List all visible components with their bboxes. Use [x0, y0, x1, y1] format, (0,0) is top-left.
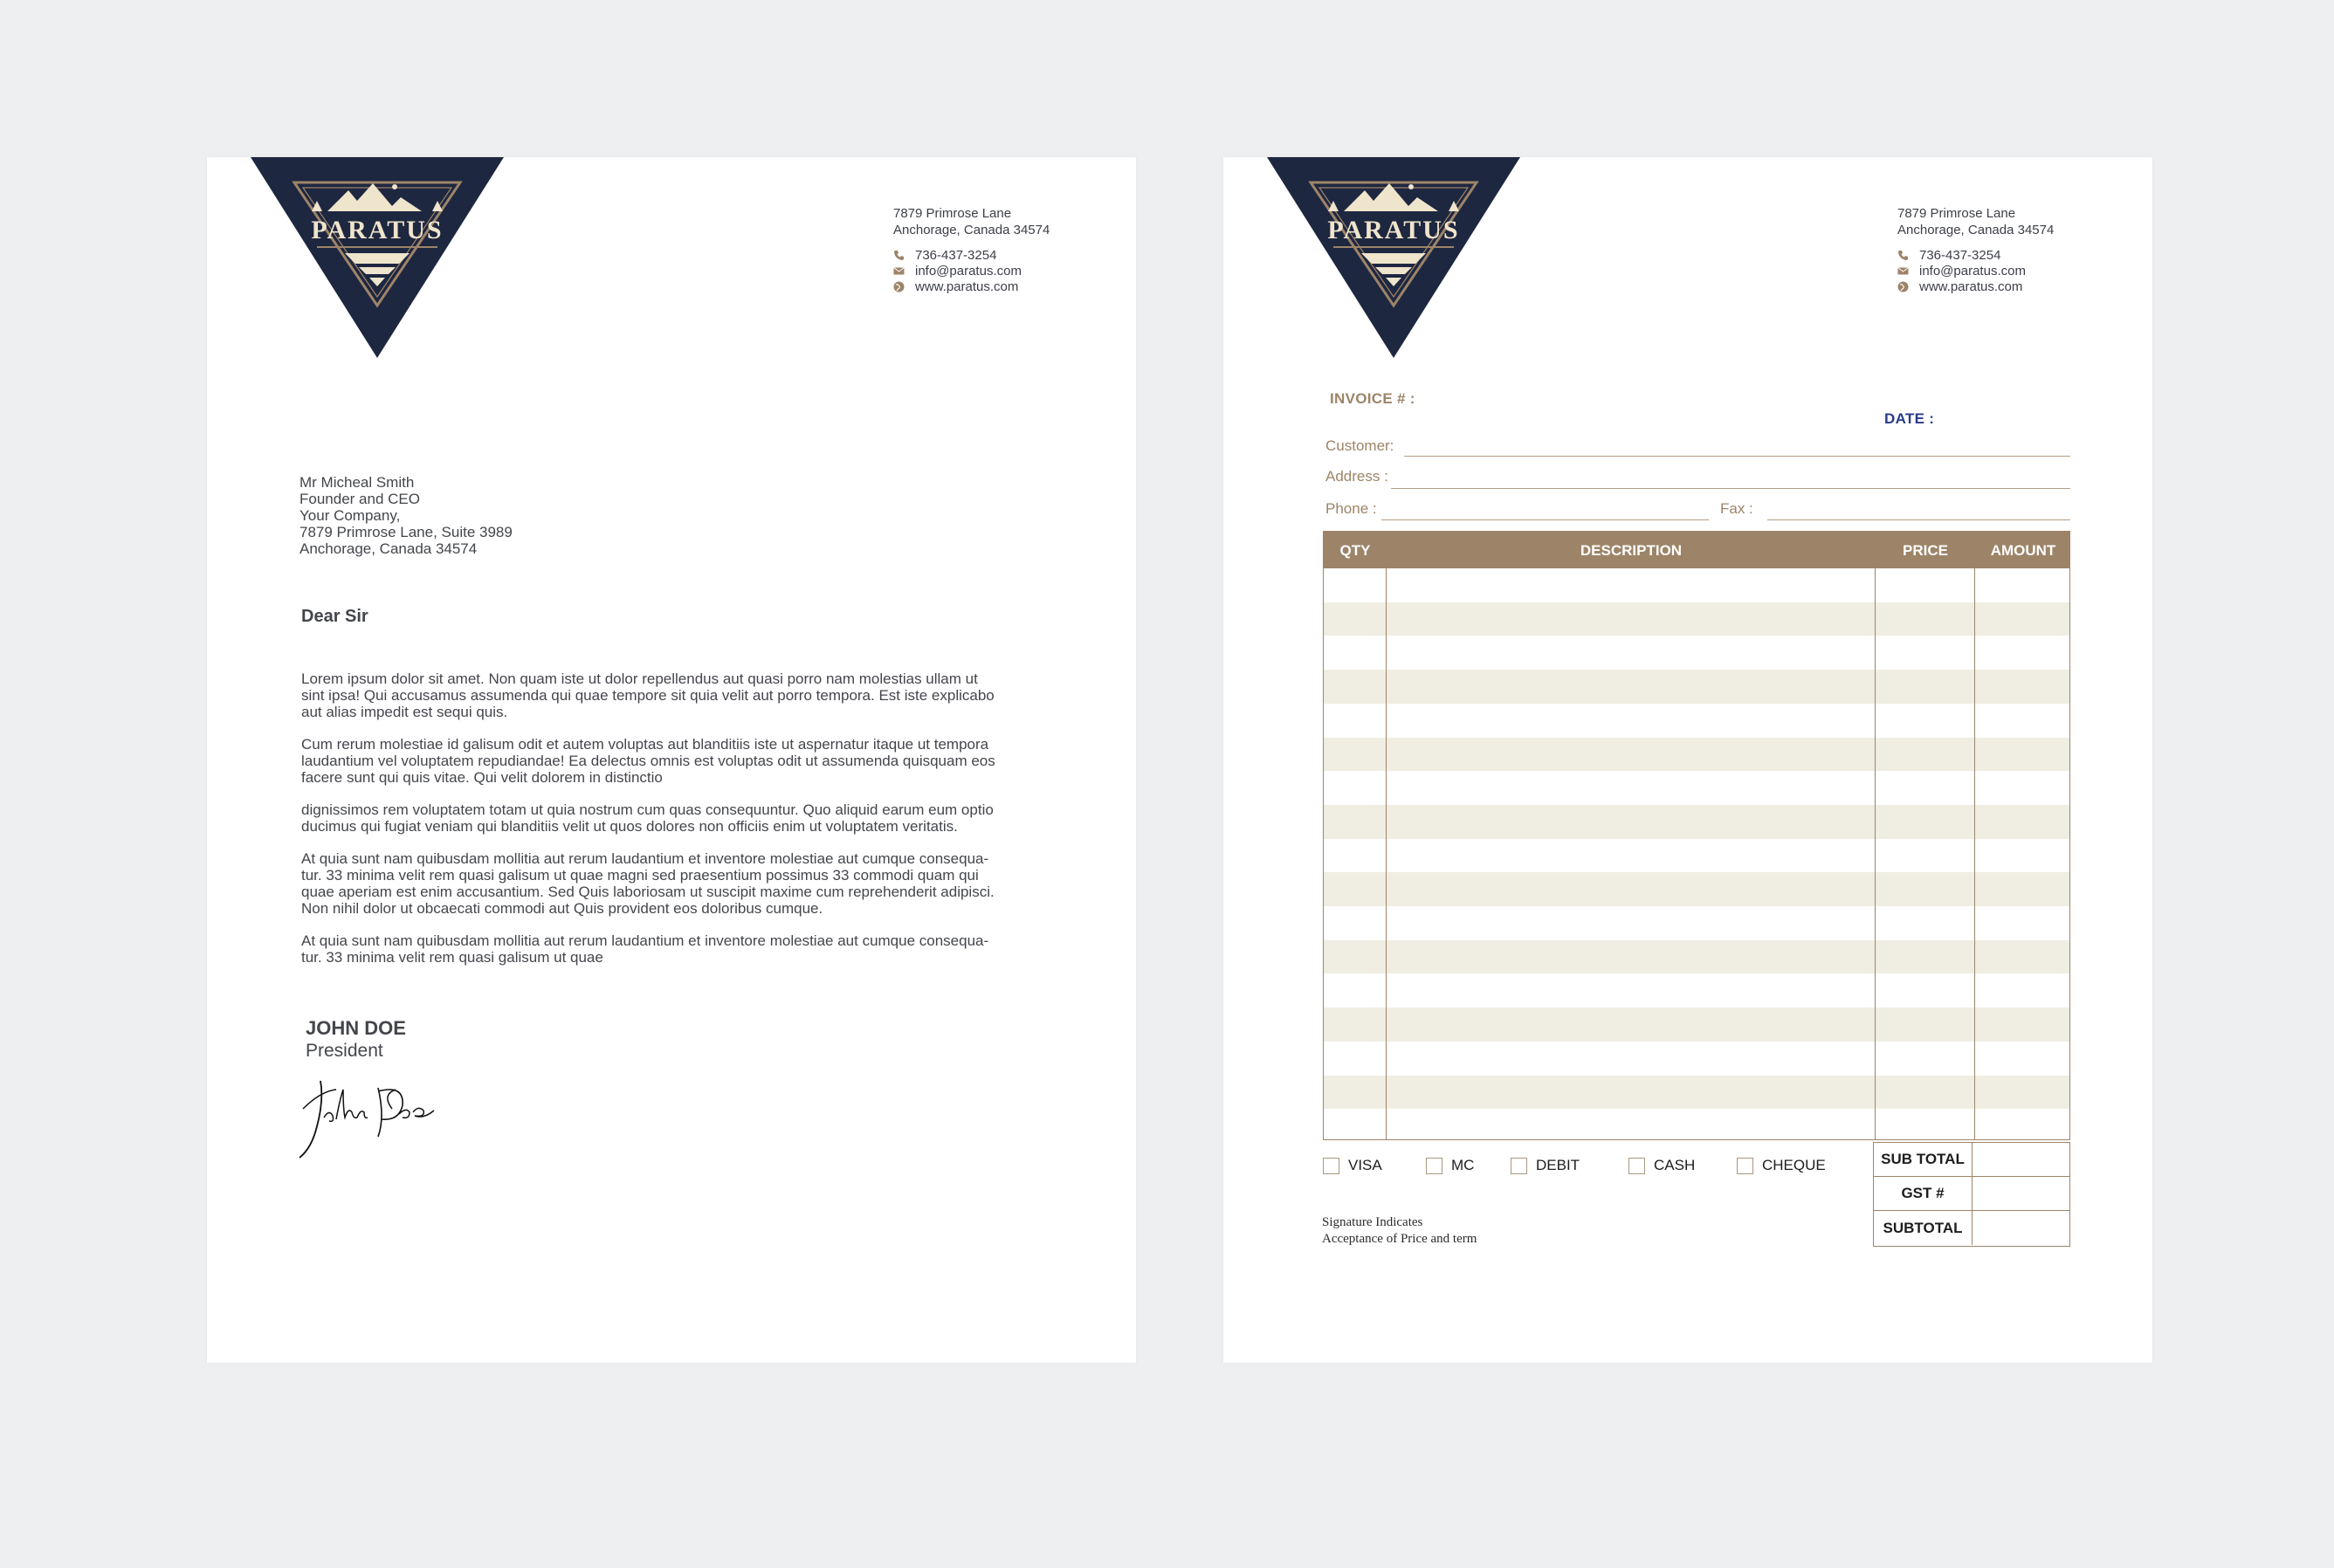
- email-row: [1897, 263, 2124, 279]
- note-line: Acceptance of Price and term: [1322, 1232, 1477, 1246]
- cash-checkbox[interactable]: [1628, 1158, 1645, 1174]
- payment-label: CHEQUE: [1762, 1157, 1826, 1173]
- recipient-line: Your Company,: [299, 507, 401, 524]
- email-row: [893, 263, 1120, 279]
- body-line: tur. 33 minima velit rem quasi galisum ut quae: [301, 949, 603, 966]
- date-label: DATE :: [1884, 410, 1935, 427]
- invoice-page: [1223, 157, 2152, 1363]
- body-line: quae aperiam est enim accusantium. Sed Quis laboriosam ut suscipit maxime cum reprehenderit adipisci.: [301, 884, 995, 900]
- column-divider: [1386, 568, 1387, 1139]
- payment-option-mc[interactable]: [1426, 1157, 1474, 1174]
- totals-divider: [1972, 1177, 1973, 1210]
- body-line: Cum rerum molestiae id galisum odit et autem voluptas aut blanditiis iste ut aspernatur itaque ut tempora: [301, 736, 989, 753]
- website-text: www.paratus.com: [915, 279, 1019, 294]
- note-line: Signature Indicates: [1322, 1215, 1423, 1229]
- fax-field[interactable]: [1767, 519, 2070, 520]
- recipient-block: [299, 474, 736, 557]
- totals-label: GST #: [1901, 1185, 1945, 1201]
- phone-row: [1897, 247, 2124, 263]
- globe-icon: [1897, 281, 1909, 292]
- payment-option-cash[interactable]: [1628, 1157, 1695, 1174]
- table-row: [1324, 940, 2069, 974]
- payment-label: DEBIT: [1536, 1157, 1580, 1173]
- phone-text: 736-437-3254: [915, 247, 997, 263]
- column-description: DESCRIPTION: [1580, 542, 1683, 559]
- phone-icon: [1897, 250, 1909, 261]
- body-line: laudantium vel voluptatem repudiandae! Ea delectus omnis est voluptas odit ut assumenda quisquam eos: [301, 753, 995, 769]
- column-divider: [1875, 568, 1876, 1139]
- payment-label: CASH: [1654, 1157, 1696, 1173]
- totals-label: SUBTOTAL: [1883, 1219, 1963, 1236]
- subtotal-row: [1874, 1143, 2069, 1177]
- gst-row: [1874, 1177, 2069, 1211]
- body-line: dignissimos rem voluptatem totam ut quia nostrum cum quas consequuntur. Quo aliquid earum eum optio: [301, 801, 994, 818]
- mc-checkbox[interactable]: [1426, 1158, 1442, 1174]
- address-line-2: Anchorage, Canada 34574: [893, 223, 1050, 237]
- body-line: tur. 33 minima velit rem quasi galisum ut quae magni sed praesentium possimus 33 commodi quam qui: [301, 867, 979, 884]
- payment-option-cheque[interactable]: [1737, 1157, 1826, 1174]
- visa-checkbox[interactable]: [1323, 1158, 1339, 1174]
- table-row: [1324, 872, 2069, 906]
- body-line: aut alias impedit est sequi quis.: [301, 704, 508, 720]
- recipient-line: 7879 Primrose Lane, Suite 3989: [299, 524, 513, 540]
- phone-icon: [893, 250, 905, 261]
- payment-option-visa[interactable]: [1323, 1157, 1382, 1174]
- body-line: Non nihil dolor ut obcaecati commodi aut Quis provident eos doloribus cumque.: [301, 900, 823, 917]
- email-text: info@paratus.com: [915, 263, 1022, 279]
- totals-divider: [1972, 1143, 1973, 1176]
- paragraph-2: [301, 736, 1043, 786]
- signer-name: JOHN DOE: [306, 1017, 406, 1039]
- paragraph-1: [301, 671, 1043, 720]
- website-text: www.paratus.com: [1919, 279, 2023, 294]
- body-line: At quia sunt nam quibusdam mollitia aut rerum laudantium et inventore molestiae aut cumque consequa-: [301, 850, 989, 867]
- body-line: ducimus qui fugiat veniam qui blanditiis velit ut quos dolores non officiis enim ut voluptatem veritatis.: [301, 818, 958, 835]
- totals-label: SUB TOTAL: [1881, 1151, 1965, 1167]
- email-text: info@paratus.com: [1919, 263, 2026, 279]
- paragraph-5: [301, 932, 1043, 966]
- contact-block: [893, 205, 1120, 294]
- payment-option-debit[interactable]: [1511, 1157, 1580, 1174]
- recipient-line: Mr Micheal Smith: [299, 474, 415, 491]
- address-label: Address :: [1325, 468, 1388, 485]
- body-line: facere sunt qui quis vitae. Qui velit dolorem in distinctio: [301, 769, 663, 786]
- invoice-table: [1323, 531, 2070, 1140]
- recipient-line: Anchorage, Canada 34574: [299, 540, 478, 557]
- table-row: [1324, 670, 2069, 704]
- table-row: [1324, 1076, 2069, 1110]
- greeting: Dear Sir: [301, 607, 368, 626]
- column-divider: [1974, 568, 1975, 1139]
- table-row: [1324, 602, 2069, 636]
- address-line-2: Anchorage, Canada 34574: [1897, 223, 2055, 237]
- paratus-logo: [1267, 157, 1520, 358]
- table-header: [1324, 532, 2069, 568]
- globe-icon: [893, 281, 905, 292]
- phone-row: [893, 247, 1120, 263]
- website-row: [1897, 279, 2124, 294]
- signer-title: President: [306, 1041, 383, 1061]
- email-icon: [893, 265, 905, 277]
- body-line: sint ipsa! Qui accusamus assumenda qui quae tempore sit quia velit aut porro tempora. Est iste explicabo: [301, 687, 995, 704]
- payment-label: VISA: [1348, 1157, 1382, 1173]
- body-line: At quia sunt nam quibusdam mollitia aut rerum laudantium et inventore molestiae aut cumque consequa-: [301, 932, 989, 949]
- customer-label: Customer:: [1325, 437, 1394, 454]
- letterhead-page: [207, 157, 1136, 1363]
- signature-text: John Doe: [294, 1074, 299, 1075]
- debit-checkbox[interactable]: [1511, 1158, 1527, 1174]
- table-row: [1324, 1008, 2069, 1042]
- table-row: [1324, 738, 2069, 772]
- body-line: Lorem ipsum dolor sit amet. Non quam iste ut dolor repellendus aut quasi porro nam molestias ullam ut: [301, 671, 978, 687]
- phone-label: Phone :: [1325, 500, 1377, 517]
- handwritten-signature: [294, 1074, 451, 1161]
- svg-text:PARATUS: PARATUS: [1327, 216, 1460, 244]
- column-qty: QTY: [1339, 542, 1371, 559]
- svg-text:PARATUS: PARATUS: [311, 216, 444, 244]
- column-amount: AMOUNT: [1990, 542, 2056, 559]
- contact-block: [1897, 205, 2124, 294]
- table-row: [1324, 805, 2069, 839]
- address-line-1: 7879 Primrose Lane: [1897, 206, 2016, 221]
- totals-divider: [1972, 1211, 1973, 1245]
- paragraph-3: [301, 801, 1043, 835]
- phone-field[interactable]: [1381, 519, 1709, 520]
- phone-text: 736-437-3254: [1919, 247, 2001, 263]
- cheque-checkbox[interactable]: [1737, 1158, 1753, 1174]
- customer-field[interactable]: [1404, 456, 2070, 457]
- recipient-line: Founder and CEO: [299, 491, 420, 507]
- column-price: PRICE: [1903, 542, 1948, 559]
- website-row: [893, 279, 1120, 294]
- paratus-logo: [251, 157, 504, 358]
- invoice-number-label: INVOICE # :: [1330, 390, 1415, 407]
- final-subtotal-row: [1874, 1211, 2069, 1245]
- address-field[interactable]: [1391, 488, 2070, 489]
- paragraph-4: [301, 850, 1043, 917]
- payment-label: MC: [1451, 1157, 1475, 1173]
- fax-label: Fax :: [1720, 500, 1753, 517]
- signature-note: [1322, 1214, 1477, 1248]
- totals-box: [1873, 1142, 2070, 1247]
- letter-body: [301, 671, 1043, 981]
- address-line-1: 7879 Primrose Lane: [893, 206, 1012, 221]
- email-icon: [1897, 265, 1909, 277]
